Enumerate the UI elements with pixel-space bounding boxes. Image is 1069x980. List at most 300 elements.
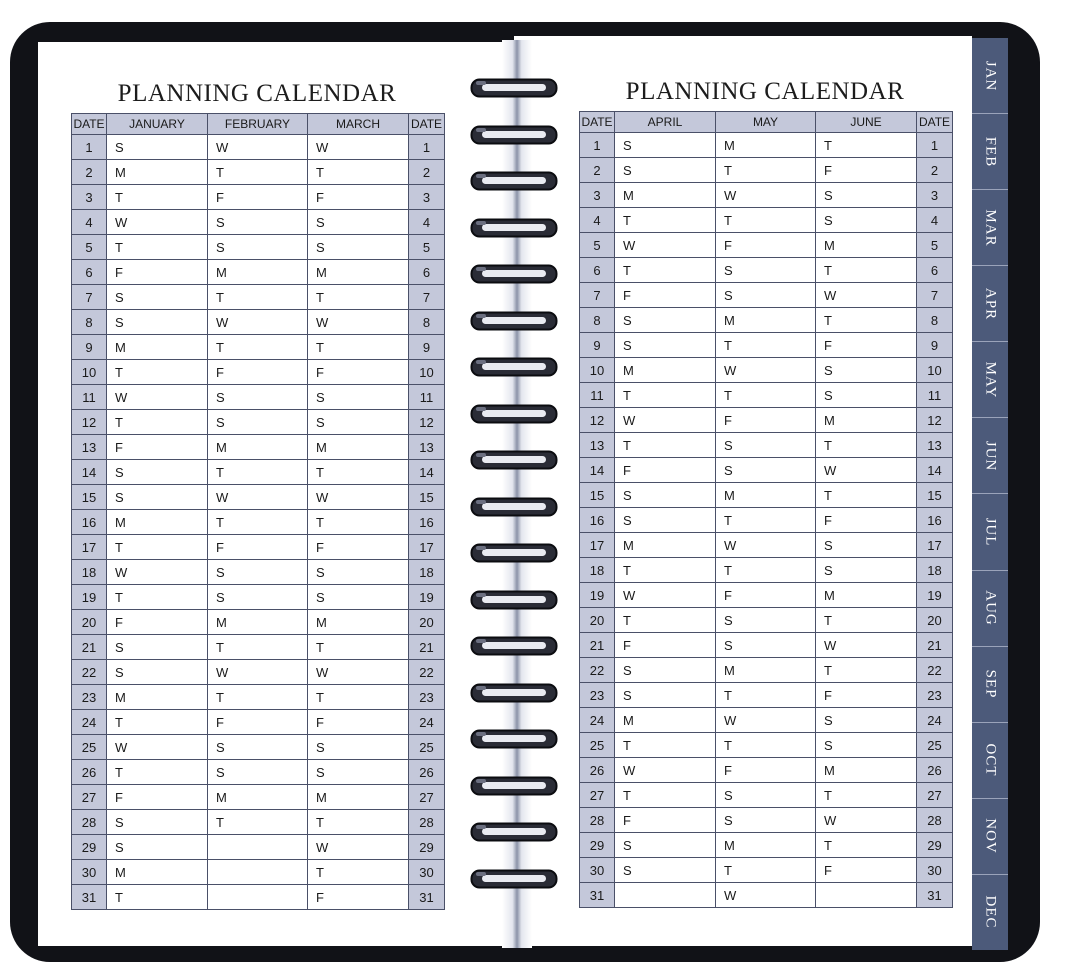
day-cell: M [208, 260, 308, 285]
spiral-ring [470, 729, 558, 749]
day-cell: T [816, 308, 917, 333]
day-cell: S [816, 383, 917, 408]
date-cell: 9 [409, 335, 445, 360]
date-cell: 19 [72, 585, 107, 610]
day-cell: F [816, 508, 917, 533]
table-row [72, 810, 445, 835]
date-cell: 22 [917, 658, 953, 683]
date-cell: 16 [72, 510, 107, 535]
table-row [72, 510, 445, 535]
day-cell: F [716, 583, 816, 608]
month-tab-may[interactable] [972, 342, 1008, 418]
day-cell: S [716, 808, 816, 833]
day-cell: W [308, 835, 409, 860]
day-cell: T [716, 383, 816, 408]
day-cell: T [308, 335, 409, 360]
day-cell: S [308, 410, 409, 435]
table-row [72, 410, 445, 435]
table-row [72, 585, 445, 610]
date-cell: 15 [917, 483, 953, 508]
day-cell: S [308, 235, 409, 260]
date-cell: 10 [580, 358, 615, 383]
date-cell: 2 [409, 160, 445, 185]
date-cell: 26 [72, 760, 107, 785]
month-tab-label: JAN [982, 60, 999, 91]
date-cell: 13 [409, 435, 445, 460]
day-cell: T [816, 433, 917, 458]
date-cell: 23 [409, 685, 445, 710]
day-cell: S [716, 608, 816, 633]
day-cell: S [615, 833, 716, 858]
day-cell: S [208, 210, 308, 235]
day-cell: T [816, 133, 917, 158]
table-row [72, 285, 445, 310]
day-cell: F [308, 185, 409, 210]
month-tab-sep[interactable] [972, 647, 1008, 723]
table-row [580, 558, 953, 583]
month-tab-jun[interactable] [972, 418, 1008, 494]
day-cell: T [816, 608, 917, 633]
day-cell: S [816, 208, 917, 233]
day-cell: S [615, 858, 716, 883]
date-cell: 11 [580, 383, 615, 408]
day-cell: W [615, 233, 716, 258]
day-cell: W [716, 183, 816, 208]
day-cell: W [716, 358, 816, 383]
date-cell: 28 [917, 808, 953, 833]
date-cell: 25 [917, 733, 953, 758]
date-cell: 20 [580, 608, 615, 633]
spiral-ring [470, 218, 558, 238]
day-cell: T [308, 860, 409, 885]
day-cell: S [615, 683, 716, 708]
spiral-ring [470, 171, 558, 191]
date-cell: 24 [72, 710, 107, 735]
date-cell: 17 [580, 533, 615, 558]
spiral-ring [470, 636, 558, 656]
day-cell: M [615, 358, 716, 383]
left-calendar-table [71, 113, 445, 910]
date-cell: 8 [917, 308, 953, 333]
day-cell: S [107, 635, 208, 660]
day-cell: T [716, 683, 816, 708]
date-cell: 11 [72, 385, 107, 410]
day-cell: F [308, 360, 409, 385]
day-cell: M [816, 408, 917, 433]
day-cell: S [816, 558, 917, 583]
date-cell: 31 [72, 885, 107, 910]
month-tab-label: MAY [982, 361, 999, 399]
day-cell [208, 860, 308, 885]
day-cell: S [107, 485, 208, 510]
table-row [580, 308, 953, 333]
table-row [580, 508, 953, 533]
day-cell: T [816, 833, 917, 858]
day-cell: S [716, 458, 816, 483]
date-cell: 25 [72, 735, 107, 760]
table-row [72, 685, 445, 710]
day-cell: W [107, 385, 208, 410]
day-cell: T [716, 733, 816, 758]
day-cell: F [308, 710, 409, 735]
date-cell: 26 [580, 758, 615, 783]
day-cell: S [716, 258, 816, 283]
date-cell: 13 [72, 435, 107, 460]
date-cell: 18 [917, 558, 953, 583]
month-tab-dec[interactable] [972, 875, 1008, 950]
day-cell: M [107, 685, 208, 710]
day-cell: S [107, 810, 208, 835]
day-cell: F [615, 808, 716, 833]
spiral-ring [470, 543, 558, 563]
month-tab-label: JUN [982, 440, 999, 472]
day-cell: F [208, 710, 308, 735]
date-cell: 6 [409, 260, 445, 285]
date-cell: 6 [72, 260, 107, 285]
day-cell: W [208, 660, 308, 685]
date-cell: 31 [917, 883, 953, 908]
date-cell: 14 [72, 460, 107, 485]
month-header-april: APRIL [615, 112, 716, 133]
day-cell: W [716, 708, 816, 733]
day-cell: T [615, 258, 716, 283]
day-cell: T [107, 585, 208, 610]
day-cell: W [208, 485, 308, 510]
date-cell: 1 [72, 135, 107, 160]
day-cell: S [208, 735, 308, 760]
day-cell: M [208, 435, 308, 460]
date-cell: 21 [409, 635, 445, 660]
day-cell: S [615, 508, 716, 533]
month-tab-label: DEC [982, 895, 999, 929]
date-cell: 29 [72, 835, 107, 860]
date-cell: 2 [917, 158, 953, 183]
date-cell: 23 [917, 683, 953, 708]
table-row [580, 808, 953, 833]
day-cell: F [615, 633, 716, 658]
date-cell: 16 [409, 510, 445, 535]
date-header: DATE [409, 114, 445, 135]
date-cell: 14 [917, 458, 953, 483]
date-cell: 12 [917, 408, 953, 433]
table-row [580, 208, 953, 233]
date-cell: 30 [72, 860, 107, 885]
day-cell: T [716, 858, 816, 883]
table-row [72, 735, 445, 760]
day-cell: S [816, 358, 917, 383]
date-cell: 7 [917, 283, 953, 308]
date-cell: 19 [917, 583, 953, 608]
day-cell: S [615, 158, 716, 183]
month-tab-label: NOV [982, 818, 999, 855]
spiral-ring [470, 776, 558, 796]
day-cell: M [208, 785, 308, 810]
day-cell: T [208, 335, 308, 360]
month-tab-apr[interactable] [972, 266, 1008, 342]
day-cell: T [107, 360, 208, 385]
day-cell: W [208, 135, 308, 160]
table-row [580, 883, 953, 908]
date-cell: 18 [409, 560, 445, 585]
date-cell: 28 [72, 810, 107, 835]
day-cell: F [816, 858, 917, 883]
date-cell: 11 [409, 385, 445, 410]
date-header: DATE [917, 112, 953, 133]
day-cell: T [208, 635, 308, 660]
table-row [72, 560, 445, 585]
table-row [580, 158, 953, 183]
day-cell: T [308, 510, 409, 535]
day-cell: M [716, 483, 816, 508]
date-cell: 2 [72, 160, 107, 185]
day-cell: W [308, 485, 409, 510]
day-cell: F [816, 158, 917, 183]
date-cell: 14 [409, 460, 445, 485]
table-row [72, 160, 445, 185]
date-cell: 19 [409, 585, 445, 610]
day-cell [208, 835, 308, 860]
date-cell: 22 [409, 660, 445, 685]
table-row [72, 485, 445, 510]
date-cell: 30 [917, 858, 953, 883]
date-cell: 4 [409, 210, 445, 235]
day-cell: T [107, 885, 208, 910]
day-cell: M [816, 583, 917, 608]
table-row [580, 633, 953, 658]
table-row [580, 708, 953, 733]
day-cell: F [716, 758, 816, 783]
day-cell: S [308, 735, 409, 760]
day-cell: T [615, 783, 716, 808]
day-cell: F [308, 885, 409, 910]
month-tab-feb[interactable] [972, 114, 1008, 190]
day-cell: W [107, 735, 208, 760]
day-cell: S [208, 385, 308, 410]
day-cell: S [107, 660, 208, 685]
table-row [72, 435, 445, 460]
day-cell: T [308, 285, 409, 310]
day-cell: T [107, 710, 208, 735]
table-row [72, 760, 445, 785]
date-cell: 25 [580, 733, 615, 758]
month-tab-nov[interactable] [972, 799, 1008, 875]
table-row [72, 185, 445, 210]
table-row [580, 783, 953, 808]
date-cell: 7 [580, 283, 615, 308]
date-cell: 28 [580, 808, 615, 833]
date-cell: 9 [72, 335, 107, 360]
date-cell: 16 [917, 508, 953, 533]
table-row [580, 433, 953, 458]
day-cell: T [615, 558, 716, 583]
day-cell: F [107, 260, 208, 285]
date-cell: 11 [917, 383, 953, 408]
day-cell: T [208, 510, 308, 535]
month-tab-label: AUG [982, 590, 999, 626]
day-cell: S [107, 460, 208, 485]
day-cell: M [308, 610, 409, 635]
day-cell: S [308, 760, 409, 785]
spiral-ring [470, 497, 558, 517]
date-cell: 1 [580, 133, 615, 158]
day-cell: F [816, 333, 917, 358]
day-cell: T [615, 733, 716, 758]
date-header: DATE [72, 114, 107, 135]
day-cell: S [308, 210, 409, 235]
day-cell: M [107, 160, 208, 185]
day-cell: F [716, 233, 816, 258]
day-cell: S [816, 183, 917, 208]
date-cell: 18 [580, 558, 615, 583]
day-cell: T [816, 658, 917, 683]
day-cell [208, 885, 308, 910]
table-row [580, 258, 953, 283]
day-cell: S [615, 308, 716, 333]
date-cell: 17 [917, 533, 953, 558]
date-cell: 4 [72, 210, 107, 235]
date-cell: 26 [409, 760, 445, 785]
day-cell: T [208, 160, 308, 185]
day-cell: T [716, 333, 816, 358]
table-row [72, 835, 445, 860]
day-cell: S [107, 835, 208, 860]
day-cell: M [716, 133, 816, 158]
day-cell: T [208, 810, 308, 835]
date-cell: 9 [917, 333, 953, 358]
table-row [72, 335, 445, 360]
date-cell: 15 [409, 485, 445, 510]
right-page-title: PLANNING CALENDAR [625, 78, 905, 105]
table-row [580, 858, 953, 883]
month-tab-label: JUL [982, 517, 999, 547]
day-cell: M [816, 233, 917, 258]
date-cell: 12 [409, 410, 445, 435]
table-row [72, 535, 445, 560]
day-cell: S [308, 385, 409, 410]
day-cell: S [816, 733, 917, 758]
date-cell: 20 [409, 610, 445, 635]
month-tab-aug[interactable] [972, 571, 1008, 647]
month-tab-jan[interactable] [972, 38, 1008, 114]
date-cell: 2 [580, 158, 615, 183]
date-cell: 10 [409, 360, 445, 385]
date-cell: 3 [580, 183, 615, 208]
day-cell: W [107, 560, 208, 585]
day-cell: M [716, 833, 816, 858]
table-row [72, 785, 445, 810]
table-row [580, 408, 953, 433]
date-cell: 23 [72, 685, 107, 710]
date-cell: 25 [409, 735, 445, 760]
table-row [580, 733, 953, 758]
day-cell: M [716, 308, 816, 333]
month-header-may: MAY [716, 112, 816, 133]
day-cell: T [107, 760, 208, 785]
date-cell: 3 [409, 185, 445, 210]
date-cell: 27 [409, 785, 445, 810]
table-row [72, 660, 445, 685]
date-cell: 31 [409, 885, 445, 910]
day-cell: S [716, 633, 816, 658]
spiral-ring [470, 450, 558, 470]
table-row [580, 683, 953, 708]
spiral-ring [470, 683, 558, 703]
table-row [72, 860, 445, 885]
day-cell: T [816, 258, 917, 283]
date-cell: 21 [72, 635, 107, 660]
table-row [580, 383, 953, 408]
day-cell: W [615, 583, 716, 608]
day-cell: M [107, 510, 208, 535]
day-cell: W [615, 758, 716, 783]
spiral-ring [470, 590, 558, 610]
date-cell: 9 [580, 333, 615, 358]
day-cell: S [308, 585, 409, 610]
table-row [72, 610, 445, 635]
spiral-ring [470, 869, 558, 889]
day-cell: M [615, 183, 716, 208]
day-cell: M [308, 260, 409, 285]
table-row [580, 583, 953, 608]
date-cell: 16 [580, 508, 615, 533]
day-cell: F [615, 283, 716, 308]
day-cell: S [107, 135, 208, 160]
date-cell: 1 [409, 135, 445, 160]
date-cell: 8 [72, 310, 107, 335]
date-cell: 22 [72, 660, 107, 685]
day-cell: W [107, 210, 208, 235]
day-cell: S [208, 585, 308, 610]
table-row [580, 133, 953, 158]
day-cell: M [107, 335, 208, 360]
month-tab-jul[interactable] [972, 494, 1008, 570]
date-cell: 29 [580, 833, 615, 858]
table-row [580, 283, 953, 308]
day-cell: T [208, 285, 308, 310]
date-cell: 24 [409, 710, 445, 735]
table-row [72, 460, 445, 485]
table-row [580, 658, 953, 683]
date-cell: 10 [917, 358, 953, 383]
day-cell: T [716, 208, 816, 233]
day-cell: F [107, 435, 208, 460]
date-cell: 27 [580, 783, 615, 808]
table-row [580, 608, 953, 633]
day-cell: T [208, 685, 308, 710]
date-cell: 7 [409, 285, 445, 310]
date-cell: 23 [580, 683, 615, 708]
spiral-ring [470, 822, 558, 842]
spiral-ring [470, 357, 558, 377]
date-cell: 8 [409, 310, 445, 335]
day-cell: F [308, 535, 409, 560]
month-tab-oct[interactable] [972, 723, 1008, 799]
table-row [72, 210, 445, 235]
date-cell: 8 [580, 308, 615, 333]
month-header-june: JUNE [816, 112, 917, 133]
day-cell: S [308, 560, 409, 585]
day-cell: T [816, 483, 917, 508]
spiral-ring [470, 311, 558, 331]
date-cell: 26 [917, 758, 953, 783]
day-cell: W [816, 283, 917, 308]
table-row [580, 183, 953, 208]
day-cell: F [208, 360, 308, 385]
day-cell: M [308, 435, 409, 460]
day-cell: T [308, 160, 409, 185]
month-tab-mar[interactable] [972, 190, 1008, 266]
day-cell: T [308, 685, 409, 710]
